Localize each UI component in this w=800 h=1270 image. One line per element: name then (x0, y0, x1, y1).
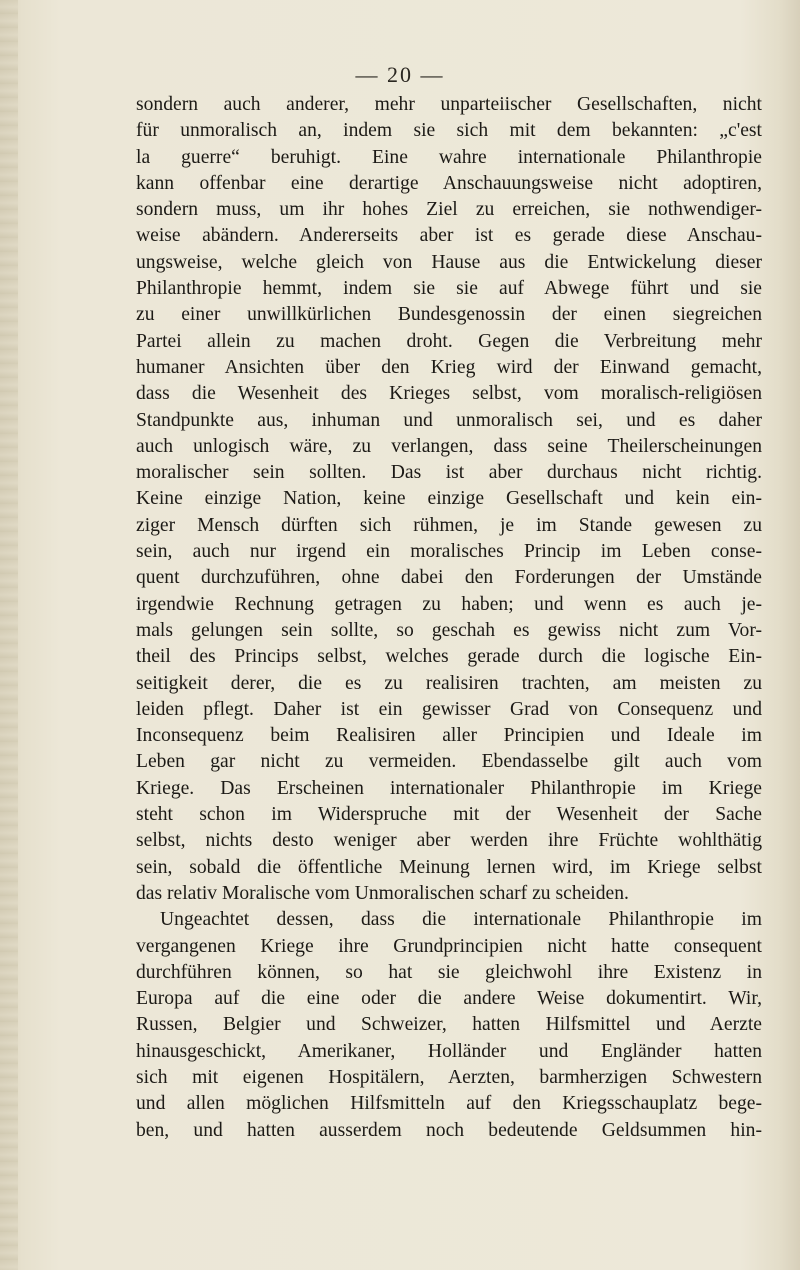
text-line: Standpunkte aus, inhuman und unmoralisch sei, und es daher (136, 409, 762, 431)
text-line: Russen, Belgier und Schweizer, hatten Hilfsmittel und Aerzte (136, 1014, 762, 1036)
text-line: zu einer unwillkürlichen Bundesgenossin der einen siegreichen (136, 304, 762, 326)
text-line: Kriege. Das Erscheinen internationaler Philanthropie im Kriege (136, 777, 762, 799)
text-line: theil des Princips selbst, welches gerade durch die logische Ein- (136, 646, 762, 668)
text-line: sondern muss, um ihr hohes Ziel zu erreichen, sie nothwendiger- (136, 199, 762, 221)
text-line: Philanthropie hemmt, indem sie sie auf Abwege führt und sie (136, 278, 762, 300)
text-line: selbst, nichts desto weniger aber werden ihre Früchte wohlthätig (136, 830, 762, 852)
text-line: Inconsequenz beim Realisiren aller Principien und Ideale im (136, 725, 762, 747)
text-line: dass die Wesenheit des Krieges selbst, vom moralisch-religiösen (136, 383, 762, 405)
text-line: sein, auch nur irgend ein moralisches Princip im Leben conse- (136, 541, 762, 563)
text-line: Europa auf die eine oder die andere Weise dokumentirt. Wir, (136, 988, 762, 1010)
text-line: humaner Ansichten über den Krieg wird der Einwand gemacht, (136, 356, 762, 378)
text-line: mals gelungen sein sollte, so geschah es gewiss nicht zum Vor- (136, 619, 762, 641)
text-line: sein, sobald die öffentliche Meinung lernen wird, im Kriege selbst (136, 856, 762, 878)
text-line: Leben gar nicht zu vermeiden. Ebendasselbe gilt auch vom (136, 751, 762, 773)
text-line: quent durchzuführen, ohne dabei den Forderungen der Umstände (136, 567, 762, 589)
page-number: — 20 — (355, 62, 445, 87)
text-line: ben, und hatten ausserdem noch bedeutende Geldsummen hin- (136, 1119, 762, 1141)
text-line: moralischer sein sollten. Das ist aber durchaus nicht richtig. (136, 462, 762, 484)
text-line: Keine einzige Nation, keine einzige Gesellschaft und kein ein- (136, 488, 762, 510)
text-line: vergangenen Kriege ihre Grundprincipien nicht hatte consequent (136, 935, 762, 957)
text-line: Ungeachtet dessen, dass die internationale Philanthropie im (160, 909, 762, 931)
text-line: hinausgeschickt, Amerikaner, Holländer und Engländer hatten (136, 1040, 762, 1062)
body-text (136, 92, 762, 1144)
text-line: durchführen können, so hat sie gleichwohl ihre Existenz in (136, 961, 762, 983)
text-line: ungsweise, welche gleich von Hause aus die Entwickelung dieser (136, 251, 762, 273)
text-line: sich mit eigenen Hospitälern, Aerzten, barmherzigen Schwestern (136, 1066, 762, 1088)
text-line: Partei allein zu machen droht. Gegen die Verbreitung mehr (136, 330, 762, 352)
text-line: la guerre“ beruhigt. Eine wahre internationale Philanthropie (136, 146, 762, 168)
text-line: kann offenbar eine derartige Anschauungsweise nicht adoptiren, (136, 172, 762, 194)
text-line: seitigkeit derer, die es zu realisiren trachten, am meisten zu (136, 672, 762, 694)
page-edge-shadow (0, 0, 18, 1270)
text-line: das relativ Moralische vom Unmoralischen scharf zu scheiden. (136, 882, 629, 904)
text-line: und allen möglichen Hilfsmitteln auf den Kriegsschauplatz bege- (136, 1093, 762, 1115)
text-line: ziger Mensch dürften sich rühmen, je im Stande gewesen zu (136, 514, 762, 536)
text-line: irgendwie Rechnung getragen zu haben; und wenn es auch je- (136, 593, 762, 615)
text-line: steht schon im Widerspruche mit der Wesenheit der Sache (136, 804, 762, 826)
text-line: weise abändern. Andererseits aber ist es gerade diese Anschau- (136, 225, 762, 247)
text-line: auch unlogisch wäre, zu verlangen, dass seine Theilerscheinungen (136, 435, 762, 457)
text-line: für unmoralisch an, indem sie sich mit dem bekannten: „c'est (136, 120, 762, 142)
text-line: sondern auch anderer, mehr unparteiischer Gesellschaften, nicht (136, 94, 762, 115)
text-line: leiden pflegt. Daher ist ein gewisser Grad von Consequenz und (136, 698, 762, 720)
